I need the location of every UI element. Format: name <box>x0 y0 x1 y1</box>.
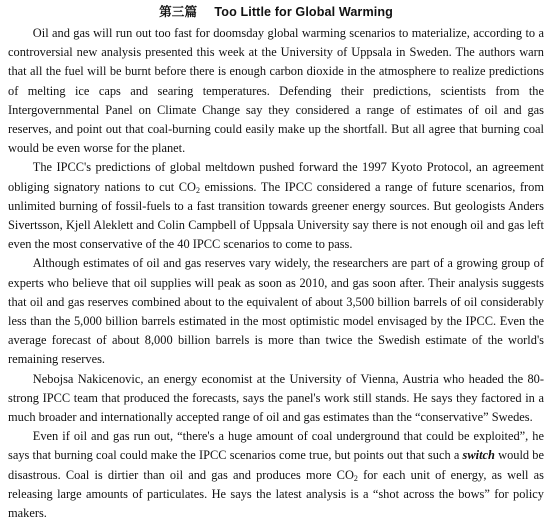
paragraph-3-text: Although estimates of oil and gas reserves vary widely, the researchers are part of a growing group of experts who believe that oil supplies will peak as soon as 2010, and gas soon after. Their analysis suggests that oil and gas reserves combined about to the equivalent of about 3,500 billion barrels of oil considerably less than the 5,000 billion barrels estimated in the most optimistic model envisaged by the IPCC. Even the average forecast of about 8,000 billion barrels is more than twice the Swedish estimate of the world's remaining reserves. <box>8 256 544 367</box>
paragraph-2 <box>8 158 544 254</box>
paragraph-5-text-b: would be disastrous. Coal is dirtier than oil and gas and produces more CO <box>8 448 544 482</box>
paragraph-5-text-c: for each unit of energy, as well as releasing large amounts of particulates. He says the latest analysis is a “shot across the bows” for policy makers. <box>8 467 544 521</box>
paragraph-5 <box>8 427 544 523</box>
paragraph-4-text: Nebojsa Nakicenovic, an energy economist at the University of Vienna, Austria who headed the 80-strong IPCC team that produced the forecasts, says the panel's work still stands. He says they factored in a much broader and internationally accepted range of oil and gas estimates than the “conservative” Swedes. <box>8 371 544 425</box>
paragraph-4 <box>8 370 544 428</box>
paragraph-5-text-a: Even if oil and gas run out, “there's a huge amount of coal underground that could be exploited”, he says that burning coal could make the IPCC scenarios come true, but points out that such a <box>8 429 544 463</box>
paragraph-2-text-a: The IPCC's predictions of global meltdown pushed forward the 1997 Kyoto Protocol, an agreement obliging signatory nations to cut CO <box>8 160 544 194</box>
co2-subscript: 2 <box>353 473 358 483</box>
article-title <box>8 4 544 20</box>
title-text: Too Little for Global Warming <box>214 5 393 19</box>
section-label: 第三篇 <box>159 4 198 19</box>
paragraph-3 <box>8 254 544 369</box>
emphasized-word: switch <box>462 448 495 463</box>
paragraph-1-text: Oil and gas will run out too fast for doomsday global warming scenarios to materialize, according to a controversial new analysis presented this week at the University of Uppsala in Sweden. The authors warn that all the fuel will be burnt before there is enough carbon dioxide in the atmosphere to realize predictions of melting ice caps and searing temperatures. Defending their predictions, scientists from the Intergovernmental Panel on Climate Change say they considered a range of estimates of oil and gas reserves, and point out that coal-burning could easily make up the shortfall. But all agree that burning coal would be even worse for the planet. <box>8 26 544 156</box>
paragraph-1 <box>8 24 544 158</box>
co2-subscript: 2 <box>195 185 200 195</box>
paragraph-2-text-b: emissions. The IPCC considered a range of future scenarios, from unlimited burning of fossil-fuels to a fast transition towards greener energy sources. But geologists Anders Sivertsson, Kjell Aleklett and Colin Campbell of Uppsala University say there is not enough oil and gas left even the most conservative of the 40 IPCC scenarios to come to pass. <box>8 179 544 252</box>
